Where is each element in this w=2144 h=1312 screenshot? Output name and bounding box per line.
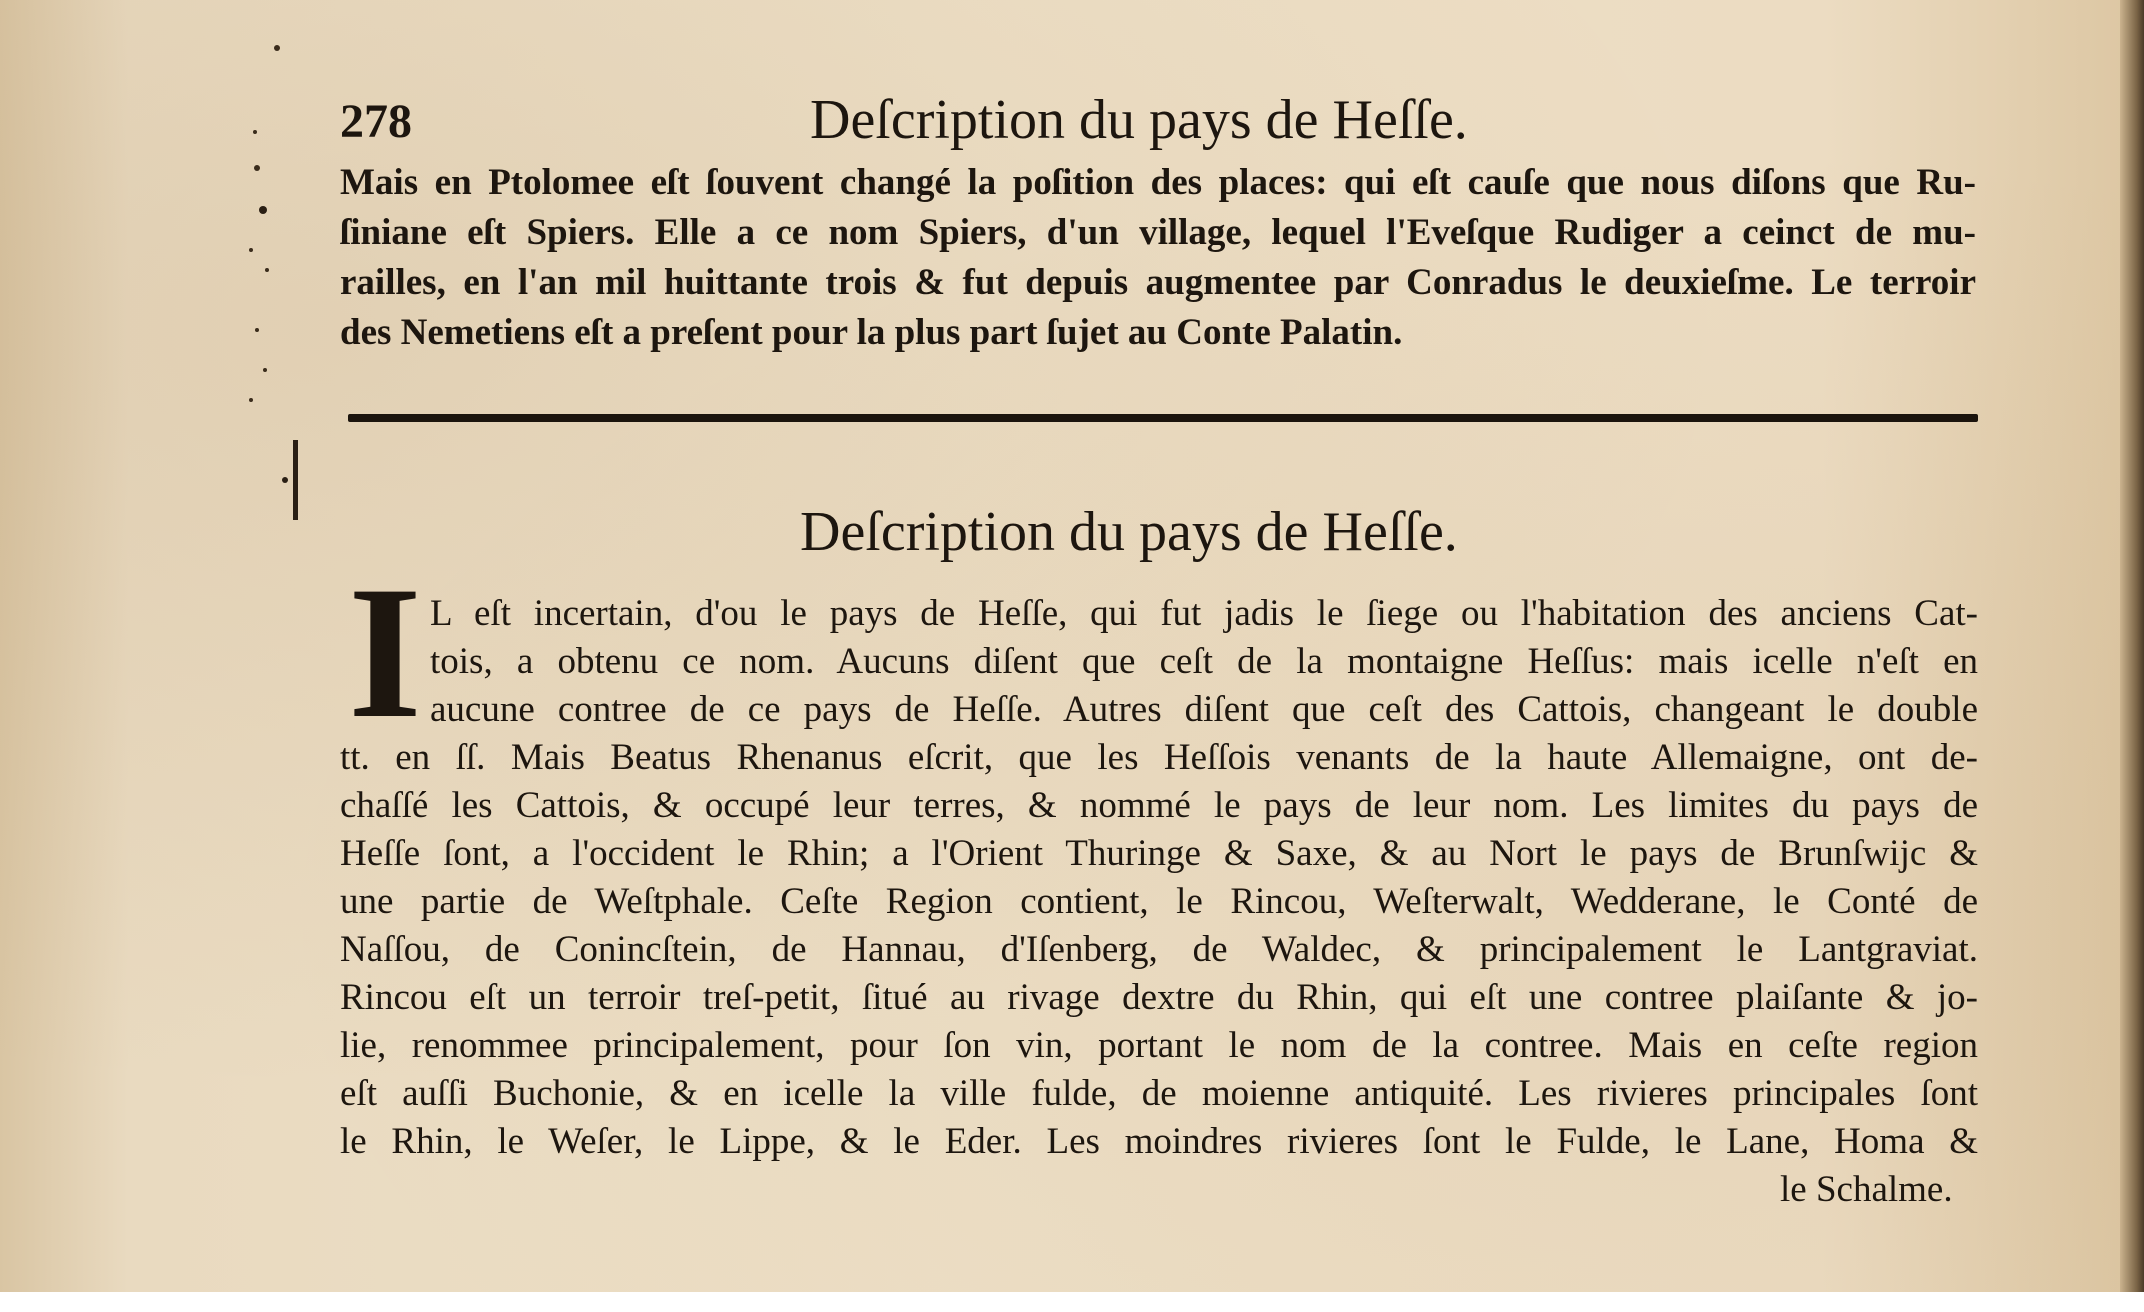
body-paragraph [340,734,1978,1166]
text-line: chaſſé les Cattois, & occupé leur terres, & nommé le pays de leur nom. Les limites du pays de [340,785,1978,826]
text-line: aucune contree de ce pays de Heſſe. Autres diſent que ceſt des Cattois, changeant le double [430,689,1978,730]
page-number: 278 [340,95,412,148]
text-line: lie, renommee principalement, pour ſon vin, portant le nom de la contree. Mais en ceſte region [340,1025,1978,1066]
section-divider [348,414,1978,422]
text-line: eſt auſſi Buchonie, & en icelle la ville fulde, de moienne antiquité. Les rivieres principales ſont [340,1073,1978,1114]
text-line: tt. en ſſ. Mais Beatus Rhenanus eſcrit, que les Heſſois venants de la haute Allemaigne, ont de- [340,737,1978,778]
text-line: Mais en Ptolomee eſt ſouvent changé la poſition des places: qui eſt cauſe que nous diſons que Ru- [340,162,1976,203]
text-line: Heſſe ſont, a l'occident le Rhin; a l'Orient Thuringe & Saxe, & au Nort le pays de Brunſwijc & [340,833,1978,874]
text-line: Rincou eſt un terroir treſ-petit, ſitué au rivage dextre du Rhin, qui eſt une contree plaiſante & jo- [340,977,1978,1018]
page-edge-shadow [2120,0,2144,1312]
text-line: des Nemetiens eſt a preſent pour la plus part ſujet au Conte Palatin. [340,312,1403,353]
running-title: Deſcription du pays de Heſſe. [810,89,1468,151]
continued-paragraph [340,158,1976,358]
text-line: L eſt incertain, d'ou le pays de Heſſe, qui fut jadis le ſiege ou l'habitation des anciens Cat- [430,593,1978,634]
text-line: railles, en l'an mil huittante trois & fut depuis augmentee par Conradus le deuxieſme. Le terroir [340,262,1976,303]
drop-cap: I [348,548,422,758]
indented-lines [430,590,1978,734]
text-line: le Rhin, le Weſer, le Lippe, & le Eder. Les moindres rivieres ſont le Fulde, le Lane, Homa & [340,1121,1978,1162]
scan-margin [0,1292,2144,1312]
page-header [340,88,1980,158]
text-line: une partie de Weſtphale. Ceſte Region contient, le Rincou, Weſterwalt, Wedderane, le Conté de [340,881,1978,922]
margin-ink-marks [235,40,315,560]
paragraph-end-line: le Schalme. [1780,1169,1953,1210]
text-line: Naſſou, de Conincſtein, de Hannau, d'Iſenberg, de Waldec, & principalement le Lantgraviat. [340,929,1978,970]
text-line: tois, a obtenu ce nom. Aucuns diſent que ceſt de la montaigne Heſſus: mais icelle n'eſt en [430,641,1978,682]
text-line: ſiniane eſt Spiers. Elle a ce nom Spiers, d'un village, lequel l'Eveſque Rudiger a ceinct de mu- [340,212,1976,253]
section-title: Deſcription du pays de Heſſe. [800,501,1458,563]
